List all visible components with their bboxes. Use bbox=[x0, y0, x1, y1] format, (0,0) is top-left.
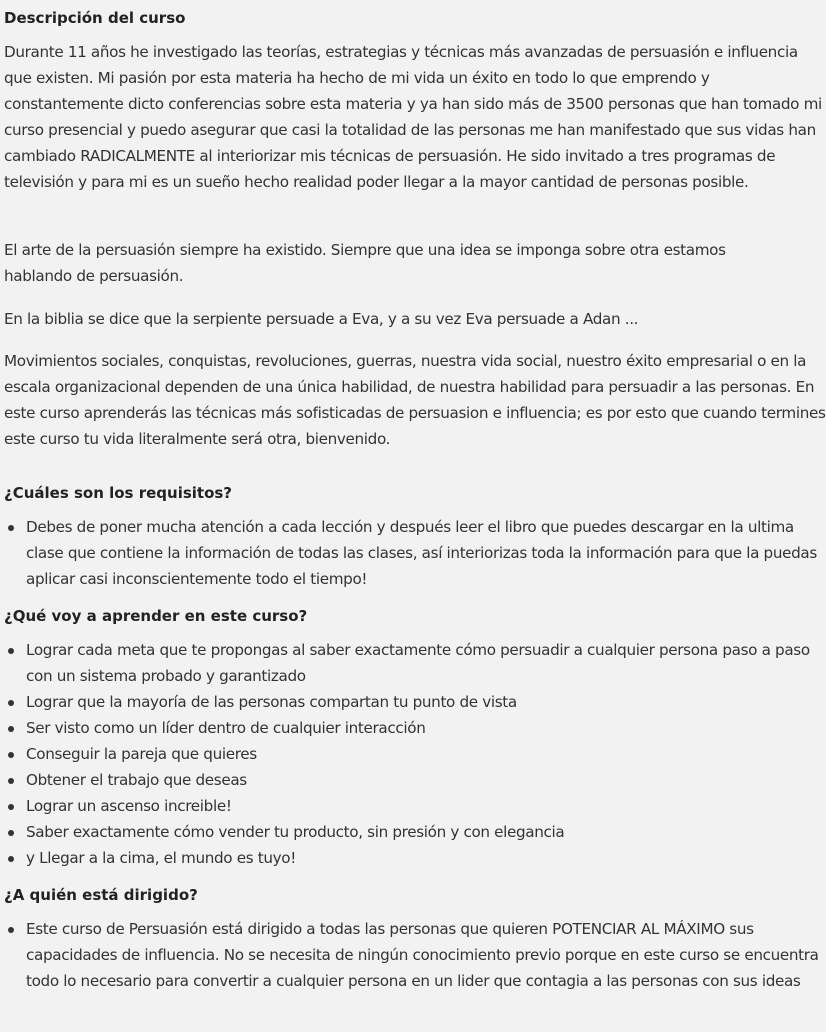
list-item-text: Conseguir la pareja que quieres bbox=[26, 745, 257, 763]
list-item-text: Lograr cada meta que te propongas al saber exactamente cómo persuadir a cualquier persona paso a paso con un sistema probado y garantizado bbox=[26, 641, 810, 685]
bullet-icon bbox=[8, 927, 14, 933]
list-item bbox=[4, 689, 822, 715]
bullet-icon bbox=[8, 804, 14, 810]
description-paragraph: En la biblia se dice que la serpiente persuade a Eva, y a su vez Eva persuade a Adan ... bbox=[4, 310, 639, 328]
bullet-icon bbox=[8, 830, 14, 836]
description-paragraph: Durante 11 años he investigado las teorías, estrategias y técnicas más avanzadas de persuasión e influencia que existen. Mi pasión por esta materia ha hecho de mi vida un éxito en todo lo que emprendo y constantemente dicto conferencias sobre esta materia y ya han sido más de 3500 personas que han tomado mi curso presencial y puedo asegurar que casi la totalidad de las personas me han manifestado que sus vidas han cambiado RADICALMENTE al interiorizar mis técnicas de persuasión. He sido invitado a tres programas de televisión y para mi es un sueño hecho realidad poder llegar a la mayor cantidad de personas posible. bbox=[4, 43, 822, 191]
list-item bbox=[4, 819, 822, 845]
bullet-icon bbox=[8, 752, 14, 758]
learn-title: ¿Qué voy a aprender en este curso? bbox=[4, 607, 308, 625]
requirements-title: ¿Cuáles son los requisitos? bbox=[4, 484, 233, 502]
list-item-text: Lograr que la mayoría de las personas compartan tu punto de vista bbox=[26, 693, 517, 711]
list-item-text: Este curso de Persuasión está dirigido a todas las personas que quieren POTENCIAR AL MÁXIMO sus capacidades de influencia. No se necesita de ningún conocimiento previo porque en este curso se encuentra todo lo necesario para convertir a cualquier persona en un lider que contagia a las personas con sus ideas bbox=[26, 920, 819, 990]
description-title: Descripción del curso bbox=[4, 9, 186, 27]
bullet-icon bbox=[8, 726, 14, 732]
list-item bbox=[4, 715, 822, 741]
list-item bbox=[4, 916, 822, 994]
audience-list bbox=[4, 916, 822, 994]
requirements-list bbox=[4, 514, 822, 592]
list-item bbox=[4, 741, 822, 767]
bullet-icon bbox=[8, 856, 14, 862]
bullet-icon bbox=[8, 648, 14, 654]
bullet-icon bbox=[8, 700, 14, 706]
bullet-icon bbox=[8, 525, 14, 531]
description-paragraph: Movimientos sociales, conquistas, revoluciones, guerras, nuestra vida social, nuestro éxito empresarial o en la escala organizacional dependen de una única habilidad, de nuestra habilidad para persuadir a las personas. En este curso aprenderás las técnicas más sofisticadas de persuasion e influencia; es por esto que cuando termines este curso tu vida literalmente será otra, bienvenido. bbox=[4, 352, 826, 448]
list-item bbox=[4, 793, 822, 819]
bullet-icon bbox=[8, 778, 14, 784]
list-item bbox=[4, 637, 822, 689]
list-item-text: Obtener el trabajo que deseas bbox=[26, 771, 247, 789]
list-item-text: y Llegar a la cima, el mundo es tuyo! bbox=[26, 849, 296, 867]
list-item-text: Debes de poner mucha atención a cada lección y después leer el libro que puedes descargar en la ultima clase que contiene la información de todas las clases, así interiorizas toda la información para que la puedas aplicar casi inconscientemente todo el tiempo! bbox=[26, 518, 817, 588]
list-item bbox=[4, 514, 822, 592]
list-item-text: Ser visto como un líder dentro de cualquier interacción bbox=[26, 719, 426, 737]
audience-title: ¿A quién está dirigido? bbox=[4, 886, 198, 904]
list-item bbox=[4, 845, 822, 871]
list-item bbox=[4, 767, 822, 793]
learn-list bbox=[4, 637, 822, 871]
description-paragraph: El arte de la persuasión siempre ha existido. Siempre que una idea se imponga sobre otra estamos hablando de persuasión. bbox=[4, 241, 726, 285]
list-item-text: Saber exactamente cómo vender tu producto, sin presión y con elegancia bbox=[26, 823, 565, 841]
list-item-text: Lograr un ascenso increible! bbox=[26, 797, 232, 815]
